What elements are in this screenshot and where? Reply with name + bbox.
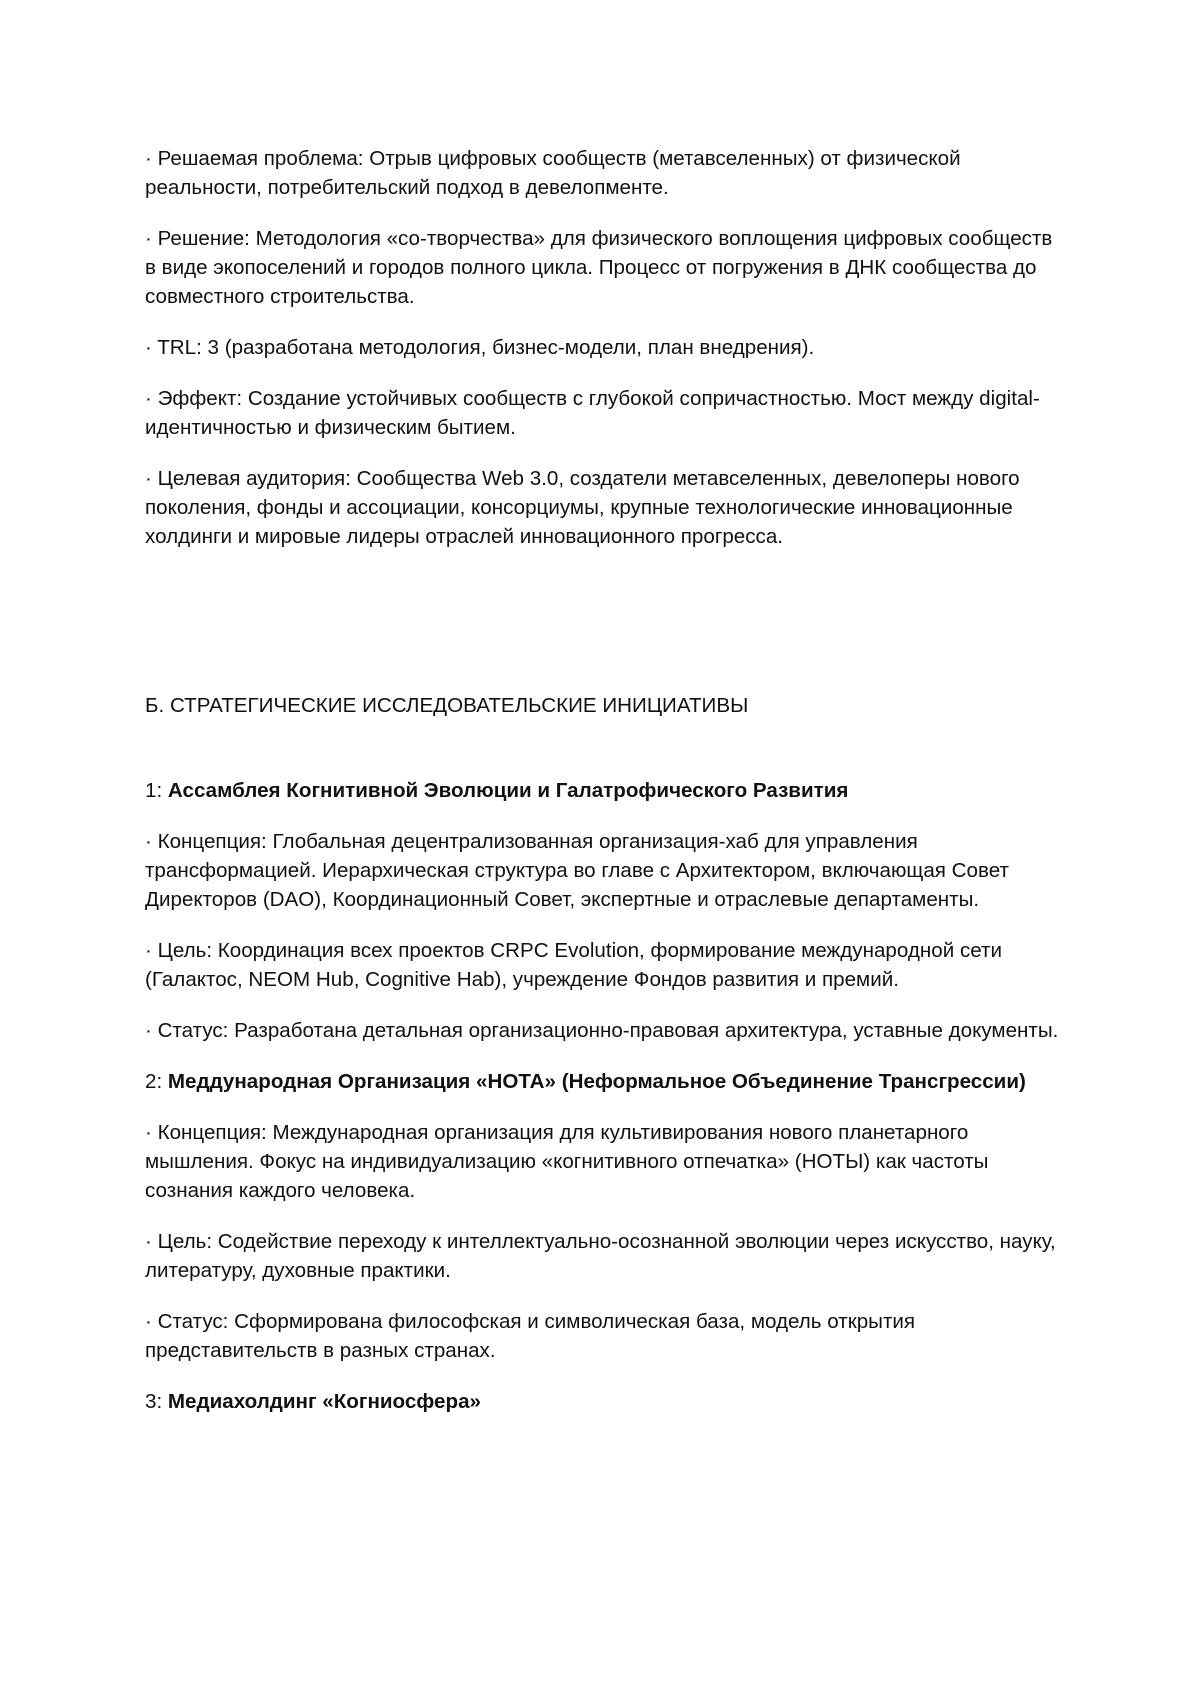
- initiative-2-goal: · Цель: Содействие переходу к интеллектуально-осознанной эволюции через искусство, науку, литературу, духовные практики.: [145, 1230, 1056, 1282]
- initiative-1-goal: · Цель: Координация всех проектов CRPC Evolution, формирование международной сети (Галактос, NEOM Hub, Cognitive Hab), учреждение Фондов развития и премий.: [145, 939, 1002, 991]
- problem-paragraph: · Решаемая проблема: Отрыв цифровых сообществ (метавселенных) от физической реальности, потребительский подход в девелопменте.: [145, 147, 961, 199]
- initiative-1-heading: [145, 776, 1065, 805]
- solution-paragraph: · Решение: Методология «со-творчества» для физического воплощения цифровых сообществ в виде экопоселений и городов полного цикла. Процесс от погружения в ДНК сообщества до совместного строительства.: [145, 227, 1053, 308]
- initiative-1-concept: · Концепция: Глобальная децентрализованная организация-хаб для управления трансформацией. Иерархическая структура во главе с Архитектором, включающая Совет Директоров (DAO), Координационный Совет, экспертные и отраслевые департаменты.: [145, 830, 1009, 911]
- initiative-2-heading: [145, 1067, 1065, 1096]
- trl-paragraph: · TRL: 3 (разработана методология, бизнес-модели, план внедрения).: [145, 336, 815, 359]
- initiative-3-name: Медиахолдинг «Когниосфера»: [167, 1390, 481, 1413]
- effect-paragraph: · Эффект: Создание устойчивых сообществ с глубокой сопричастностью. Мост между digital-идентичностью и физическим бытием.: [145, 387, 1040, 439]
- initiative-1-number: 1:: [145, 779, 168, 802]
- initiative-1-name: Ассамблея Когнитивной Эволюции и Галатрофического Развития: [167, 779, 849, 802]
- initiative-2-number: 2:: [145, 1070, 168, 1093]
- audience-paragraph: · Целевая аудитория: Сообщества Web 3.0, создатели метавселенных, девелоперы нового поколения, фонды и ассоциации, консорциумы, крупные технологические инновационные холдинги и мировые лидеры отраслей инновационного прогресса.: [145, 467, 1020, 548]
- initiative-2-name: Меддународная Организация «НОТА» (Неформальное Объединение Трансгрессии): [167, 1070, 1026, 1093]
- initiative-3-number: 3:: [145, 1390, 168, 1413]
- page-content: [145, 144, 1065, 1416]
- initiative-2-concept: · Концепция: Международная организация для культивирования нового планетарного мышления. Фокус на индивидуализацию «когнитивного отпечатка» (НОТЫ) как частоты сознания каждого человека.: [145, 1121, 989, 1202]
- initiative-3-heading: [145, 1387, 1065, 1416]
- initiative-2-status: · Статус: Сформирована философская и символическая база, модель открытия представительств в разных странах.: [145, 1310, 916, 1362]
- section-title: Б. СТРАТЕГИЧЕСКИЕ ИССЛЕДОВАТЕЛЬСКИЕ ИНИЦИАТИВЫ: [145, 694, 749, 717]
- initiative-1-status: · Статус: Разработана детальная организационно-правовая архитектура, уставные документы.: [145, 1019, 1059, 1042]
